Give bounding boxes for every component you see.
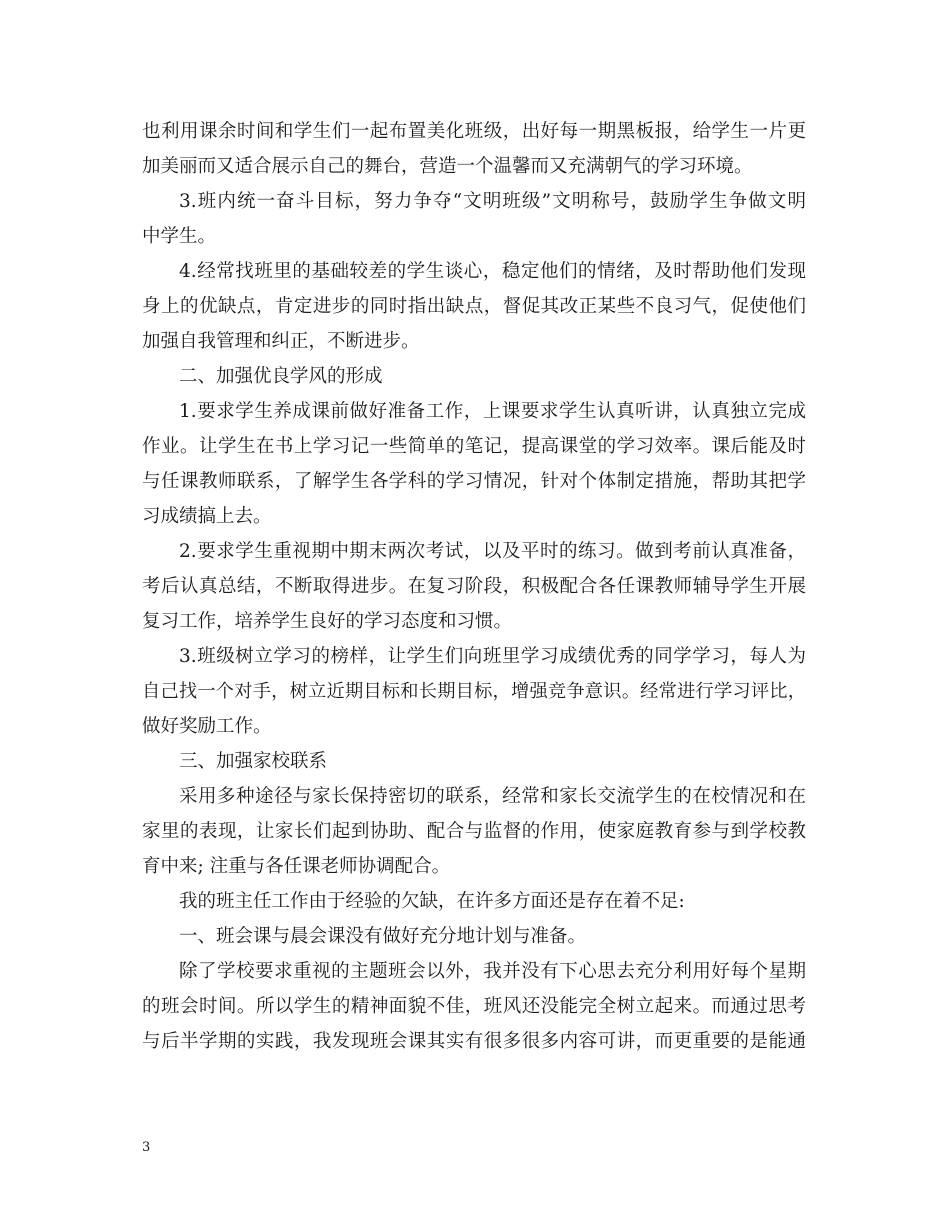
text-line: 三、加强家校联系 xyxy=(179,751,328,772)
text-line: 1.要求学生养成课前做好准备工作，上课要求学生认真听讲，认真独立完成 xyxy=(179,401,806,422)
text-line: 与任课教师联系，了解学生各学科的学习情况，针对个体制定措施，帮助其把学 xyxy=(142,471,806,492)
text-line: 做好奖励工作。 xyxy=(142,716,272,737)
text-line: 与后半学期的实践，我发现班会课其实有很多很多内容可讲，而更重要的是能通 xyxy=(142,1031,806,1052)
text-line: 4.经常找班里的基础较差的学生谈心，稳定他们的情绪，及时帮助他们发现 xyxy=(179,261,806,282)
text-line: 也利用课余时间和学生们一起布置美化班级，出好每一期黑板报，给学生一片更 xyxy=(142,121,806,142)
text-line: 2.要求学生重视期中期末两次考试，以及平时的练习。做到考前认真准备， xyxy=(179,541,806,562)
text-line: 复习工作，培养学生良好的学习态度和习惯。 xyxy=(142,611,513,632)
text-line: 除了学校要求重视的主题班会以外，我并没有下心思去充分利用好每个星期 xyxy=(179,961,806,982)
text-line: 中学生。 xyxy=(142,226,217,247)
text-line: 3.班级树立学习的榜样，让学生们向班里学习成绩优秀的同学学习，每人为 xyxy=(179,646,806,667)
text-line: 的班会时间。所以学生的精神面貌不佳，班风还没能完全树立起来。而通过思考 xyxy=(142,996,806,1017)
text-line: 我的班主任工作由于经验的欠缺，在许多方面还是存在着不足: xyxy=(179,891,685,912)
text-line: 自己找一个对手，树立近期目标和长期目标，增强竞争意识。经常进行学习评比， xyxy=(142,681,806,702)
text-line: 习成绩搞上去。 xyxy=(142,506,272,527)
document-body xyxy=(142,114,806,1059)
text-line: 身上的优缺点，肯定进步的同时指出缺点，督促其改正某些不良习气，促使他们 xyxy=(142,296,806,317)
text-line: 加强自我管理和纠正，不断进步。 xyxy=(142,331,420,352)
text-line: 一、班会课与晨会课没有做好充分地计划与准备。 xyxy=(179,926,587,947)
page-number: 3 xyxy=(142,1140,151,1155)
text-line: 作业。让学生在书上学习记一些简单的笔记，提高课堂的学习效率。课后能及时 xyxy=(142,436,806,457)
text-line: 加美丽而又适合展示自己的舞台，营造一个温馨而又充满朝气的学习环境。 xyxy=(142,156,753,177)
text-line: 采用多种途径与家长保持密切的联系，经常和家长交流学生的在校情况和在 xyxy=(179,786,806,807)
text-line: 考后认真总结，不断取得进步。在复习阶段，积极配合各任课教师辅导学生开展 xyxy=(142,576,806,597)
text-line: 家里的表现，让家长们起到协助、配合与监督的作用，使家庭教育参与到学校教 xyxy=(142,821,806,842)
text-line: 3.班内统一奋斗目标，努力争夺“文明班级”文明称号，鼓励学生争做文明 xyxy=(179,191,806,212)
text-line: 二、加强优良学风的形成 xyxy=(179,366,383,387)
text-line: 育中来; 注重与各任课老师协调配合。 xyxy=(142,856,451,877)
